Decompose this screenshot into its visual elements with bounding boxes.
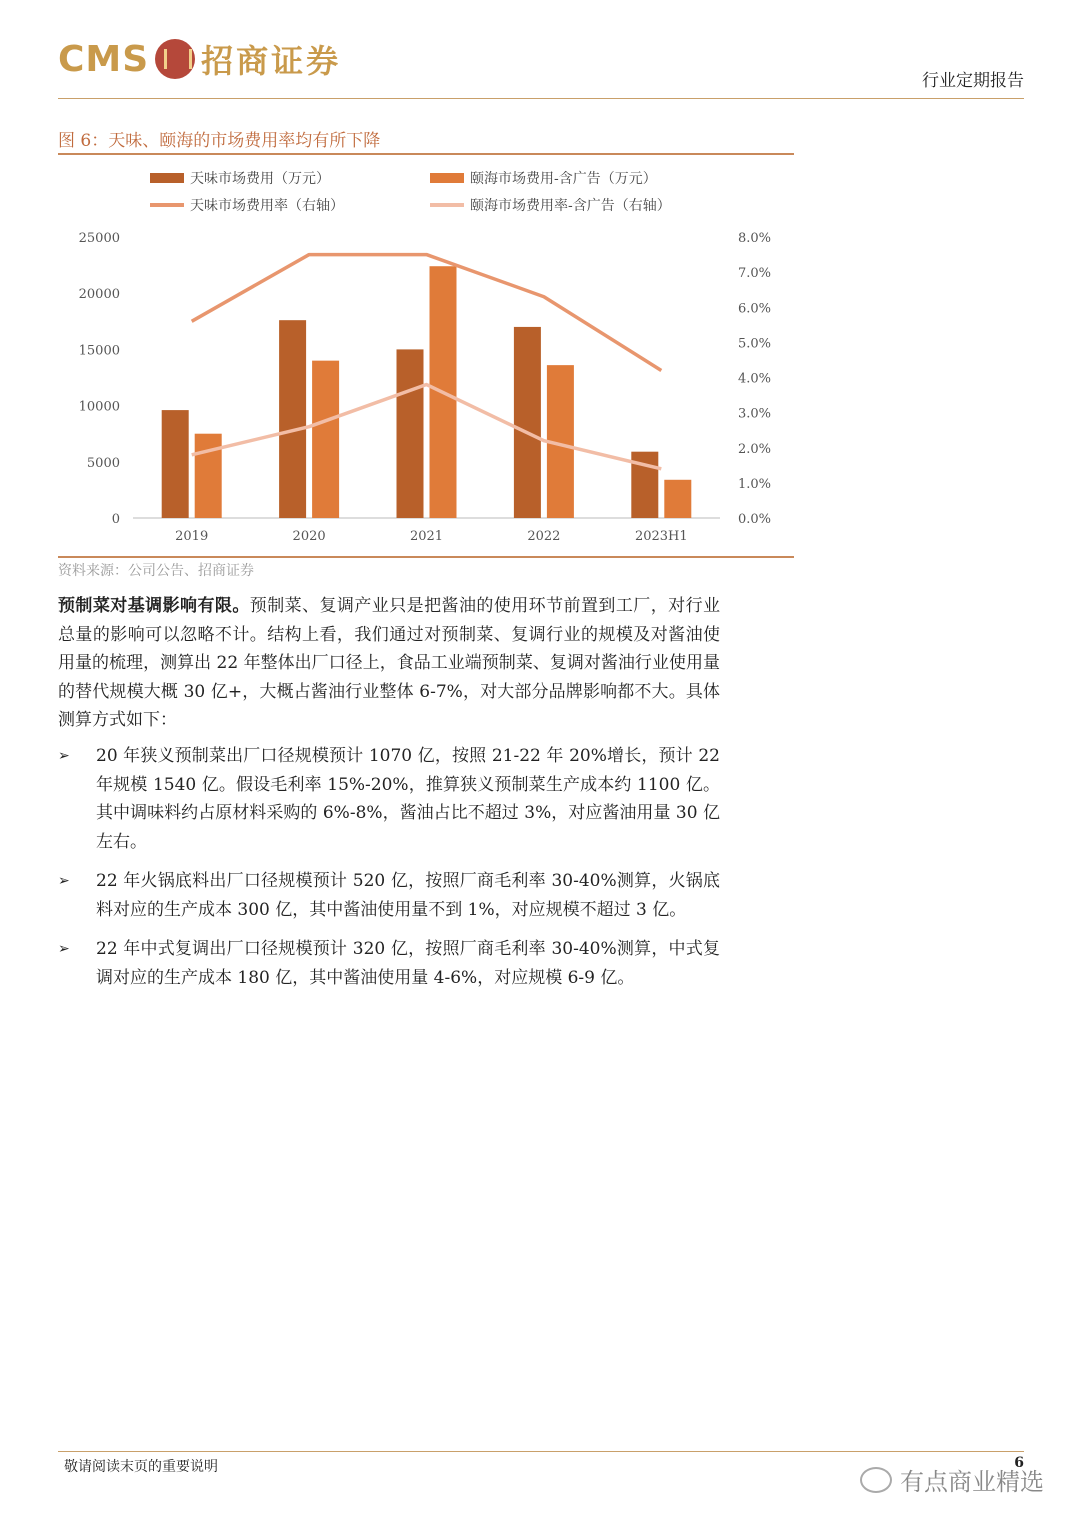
figure-title: 图 6：天味、颐海的市场费用率均有所下降 [58, 126, 794, 155]
arrow-bullet-icon: ➢ [58, 873, 70, 889]
y-tick-label: 20000 [78, 287, 120, 303]
bar [664, 480, 691, 518]
x-tick-label: 2020 [292, 529, 326, 544]
bar [397, 349, 424, 518]
y-tick-label: 0 [111, 512, 120, 527]
bar [195, 434, 222, 518]
list-item-text: 20 年狭义预制菜出厂口径规模预计 1070 亿，按照 21-22 年 20%增长，预计 22 年规模 1540 亿。假设毛利率 15%-20%，推算狭义预制菜生产成本约 1100 亿。其中调味料约占原材料采购的 6%-8%，酱油占比不超过 3%，对应酱油用量 30 亿左右。 [96, 746, 720, 852]
legend-swatch [150, 173, 184, 183]
bar [162, 410, 189, 518]
chart-container [58, 160, 794, 558]
x-tick-label: 2019 [175, 529, 209, 544]
y-tick-label: 15000 [78, 343, 120, 359]
x-tick-label: 2022 [527, 529, 561, 544]
x-tick-label: 2023H1 [634, 529, 688, 544]
arrow-bullet-icon: ➢ [58, 748, 70, 764]
logo-emblem-icon [155, 39, 195, 79]
list-item [58, 742, 720, 856]
list-item [58, 935, 720, 992]
y2-tick-label: 5.0% [738, 336, 772, 352]
figure-source: 资料来源：公司公告、招商证券 [58, 563, 254, 579]
logo-chinese-text: 招商证券 [201, 42, 342, 80]
footer-divider [58, 1451, 1024, 1452]
legend-label: 天味市场费用（万元） [190, 171, 330, 187]
bar [514, 327, 541, 518]
y2-tick-label: 4.0% [738, 371, 772, 387]
watermark [860, 1462, 1044, 1497]
y-tick-label: 5000 [86, 455, 120, 471]
chart-svg [58, 160, 794, 556]
page-header [58, 36, 1024, 99]
arrow-bullet-icon: ➢ [58, 941, 70, 957]
y2-tick-label: 3.0% [738, 406, 772, 422]
bar [312, 361, 339, 518]
bullet-list [58, 742, 720, 1003]
bar [279, 320, 306, 518]
y2-tick-label: 1.0% [738, 476, 772, 492]
y2-tick-label: 0.0% [738, 512, 772, 527]
footer-note: 敬请阅读末页的重要说明 [64, 1459, 218, 1475]
legend-label: 颐海市场费用-含广告（万元） [470, 171, 657, 187]
legend-label: 颐海市场费用率-含广告（右轴） [470, 198, 671, 214]
logo-latin-text: CMS [58, 38, 150, 80]
paragraph-lead-bold: 预制菜对基调影响有限。 [58, 596, 250, 616]
report-type: 行业定期报告 [922, 71, 1024, 91]
legend-label: 天味市场费用率（右轴） [190, 198, 344, 214]
y2-tick-label: 8.0% [738, 231, 772, 246]
series-line [192, 385, 662, 469]
wechat-icon [860, 1467, 892, 1493]
list-item-text: 22 年火锅底料出厂口径规模预计 520 亿，按照厂商毛利率 30-40%测算，火锅底料对应的生产成本 300 亿，其中酱油使用量不到 1%，对应规模不超过 3 亿。 [96, 871, 720, 920]
series-line [192, 255, 662, 371]
list-item [58, 867, 720, 924]
body-paragraph [58, 592, 720, 735]
y2-tick-label: 6.0% [738, 301, 772, 317]
paragraph-text: 预制菜、复调产业只是把酱油的使用环节前置到工厂，对行业总量的影响可以忽略不计。结构上看，我们通过对预制菜、复调行业的规模及对酱油使用量的梳理，测算出 22 年整体出厂口径上，食品工业端预制菜、复调对酱油行业使用量的替代规模大概 30 亿+，大概占酱油行业整体 6-7%，对大部分品牌影响都不大。具体测算方式如下： [58, 596, 721, 730]
y2-tick-label: 7.0% [738, 266, 772, 282]
legend-swatch [430, 173, 464, 183]
page-number: 6 [1014, 1455, 1024, 1471]
x-tick-label: 2021 [409, 529, 444, 544]
cms-logo [58, 36, 341, 82]
y2-tick-label: 2.0% [738, 441, 772, 457]
y-tick-label: 10000 [78, 399, 120, 415]
y-tick-label: 25000 [78, 231, 120, 246]
list-item-text: 22 年中式复调出厂口径规模预计 320 亿，按照厂商毛利率 30-40%测算，中式复调对应的生产成本 180 亿，其中酱油使用量 4-6%，对应规模 6-9 亿。 [96, 939, 720, 988]
watermark-text: 有点商业精选 [900, 1468, 1044, 1496]
